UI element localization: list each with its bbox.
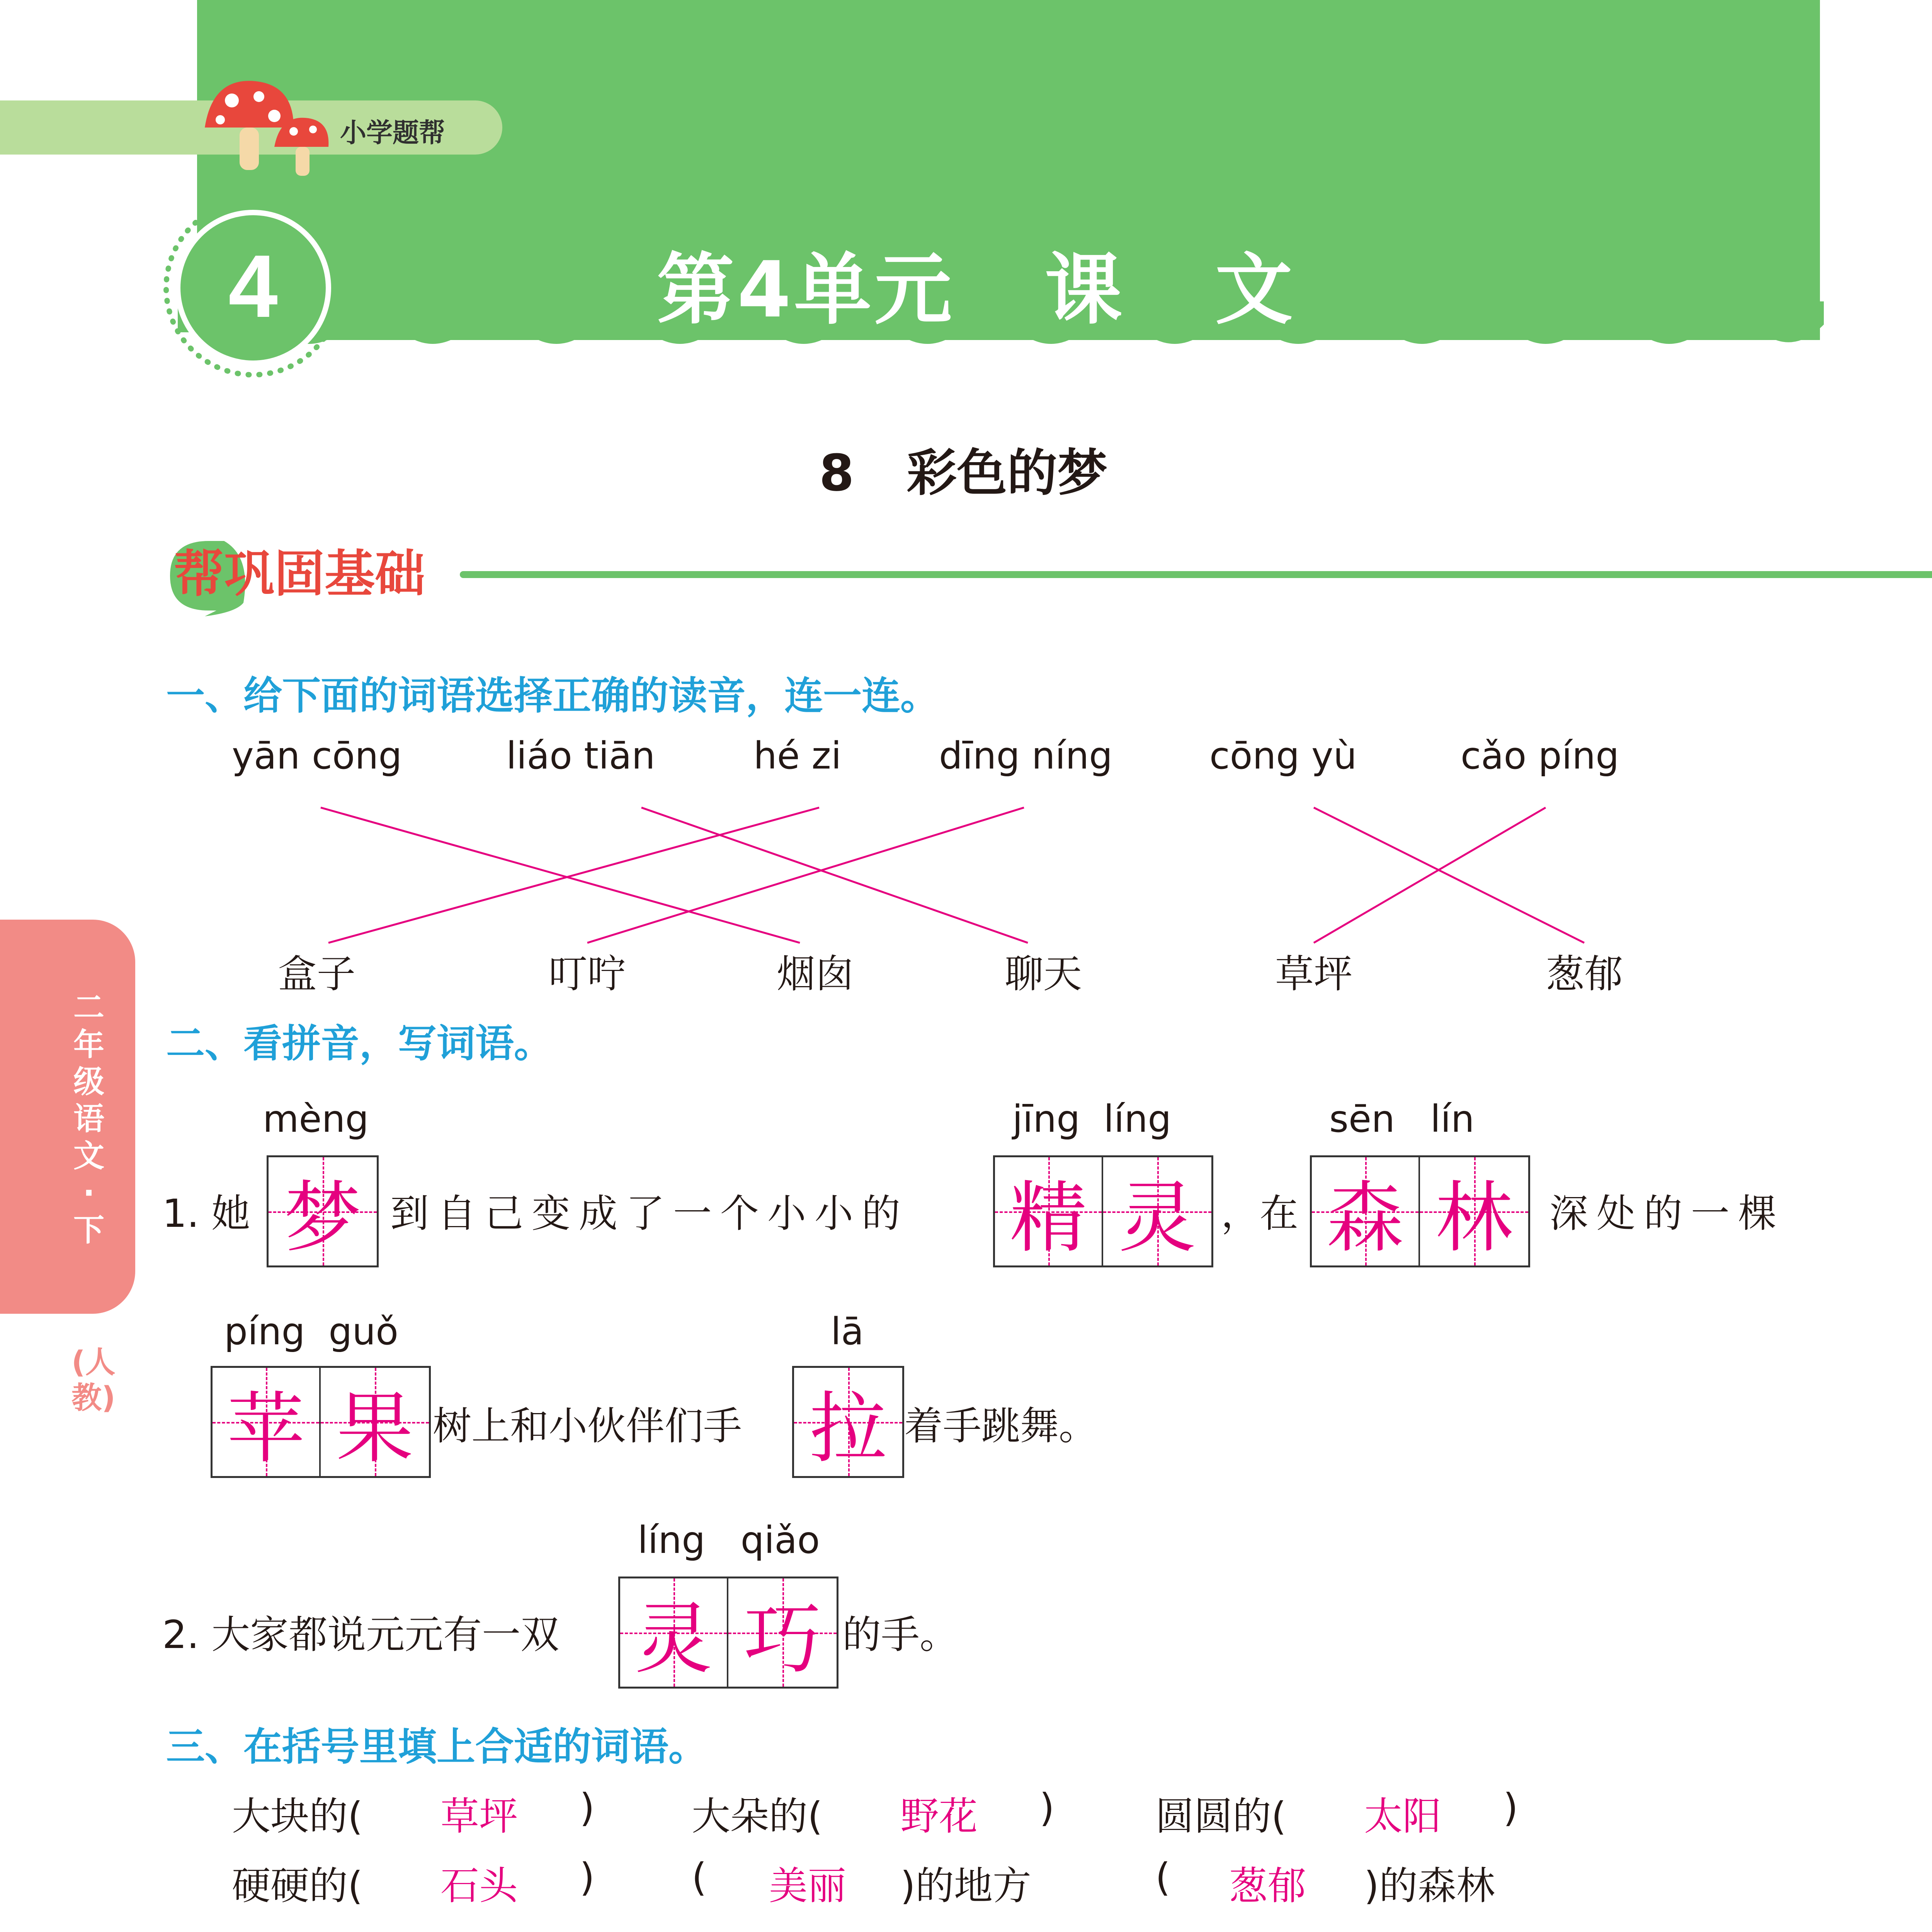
q2-title: 二、看拼音，写词语。: [166, 1021, 553, 1066]
q2-line1-prefix: 1. 她: [162, 1191, 250, 1236]
q2-line1-text-b: ，在: [1221, 1191, 1298, 1236]
lesson-title: 8 彩色的梦: [819, 444, 1108, 502]
q2-line3-text-b: 的手。: [842, 1612, 958, 1657]
svg-text:帮巩固基础: 帮巩固基础: [174, 544, 425, 603]
q2-pinyin-la: lā: [831, 1310, 864, 1353]
side-tab-grade: 二年级语文·下: [73, 990, 104, 1248]
q2-line2-text-b: 着手跳舞。: [904, 1403, 1097, 1449]
q2-pinyin-pingguo: píng guǒ: [224, 1310, 398, 1353]
answer-box-la: 拉: [792, 1366, 904, 1478]
q3-r1-c2-answer: 野花: [900, 1794, 978, 1839]
q1-pinyin-3: hé zi: [753, 734, 842, 777]
q3-r1-c1-pre: 大块的(: [232, 1794, 363, 1839]
q1-pinyin-5: cōng yù: [1209, 734, 1357, 777]
answer-box-pingguo: 苹 果: [211, 1366, 431, 1478]
unit-title: 第4单元 课 文: [657, 245, 1296, 335]
q1-word-6: 葱郁: [1546, 951, 1623, 997]
q2-pinyin-lingqiao: líng qiǎo: [638, 1519, 820, 1562]
q3-r1-c2-post: ): [1039, 1785, 1055, 1830]
answer-box-meng: 梦: [267, 1155, 379, 1267]
q1-pinyin-1: yān cōng: [232, 734, 402, 777]
q1-word-4: 聊天: [1005, 951, 1082, 997]
unit-number: 4: [228, 236, 278, 336]
q3-r1-c1-post: ): [580, 1785, 595, 1830]
q2-line3-prefix: 2. 大家都说元元有一双: [162, 1612, 560, 1657]
q2-pinyin-jingling: jīng líng: [1012, 1097, 1172, 1141]
q1-pinyin-4: dīng níng: [939, 734, 1113, 777]
q3-r2-c3-post: )的森林: [1364, 1863, 1495, 1908]
q3-r2-c1-post: ): [580, 1855, 595, 1900]
q2-line2-text-a: 树上和小伙伴们手: [433, 1403, 742, 1449]
q2-line1-text-c: 深处的一棵: [1549, 1191, 1785, 1236]
q1-word-3: 烟囱: [777, 951, 854, 997]
q1-word-5: 草坪: [1275, 951, 1352, 997]
answer-box-lingqiao: 灵 巧: [618, 1577, 838, 1689]
answer-box-senlin: 森 林: [1310, 1155, 1530, 1267]
q3-r2-c3-pre: (: [1155, 1855, 1171, 1900]
brand-name: 小学题帮: [340, 118, 446, 148]
answer-box-jingling: 精 灵: [993, 1155, 1213, 1267]
q1-pinyin-2: liáo tiān: [506, 734, 655, 777]
q2-pinyin-meng: mèng: [263, 1097, 369, 1141]
q2-pinyin-senlin: sēn lín: [1329, 1097, 1475, 1141]
q1-pinyin-6: cǎo píng: [1461, 734, 1619, 777]
q3-r1-c3-post: ): [1503, 1785, 1519, 1830]
q3-r2-c3-answer: 葱郁: [1229, 1863, 1306, 1908]
q3-r2-c2-pre: (: [692, 1855, 707, 1900]
q3-r1-c2-pre: 大朵的(: [692, 1794, 823, 1839]
q3-r1-c3-pre: 圆圆的(: [1155, 1794, 1287, 1839]
q3-r2-c1-answer: 石头: [440, 1863, 518, 1908]
q1-word-1: 盒子: [278, 951, 355, 997]
q3-r2-c2-answer: 美丽: [769, 1863, 846, 1908]
q3-r1-c1-answer: 草坪: [440, 1794, 518, 1839]
q1-title: 一、给下面的词语选择正确的读音，连一连。: [166, 673, 939, 718]
q2-line1-text-a: 到自己变成了一个小小的: [390, 1191, 909, 1236]
q3-r2-c1-pre: 硬硬的(: [232, 1863, 363, 1908]
q3-title: 三、在括号里填上合适的词语。: [166, 1724, 707, 1769]
q3-r2-c2-post: )的地方: [900, 1863, 1032, 1908]
side-tab: [0, 920, 135, 1314]
q3-r1-c3-answer: 太阳: [1364, 1794, 1441, 1839]
q1-word-2: 叮咛: [549, 951, 626, 997]
side-tab-edition: (人教): [71, 1345, 116, 1415]
